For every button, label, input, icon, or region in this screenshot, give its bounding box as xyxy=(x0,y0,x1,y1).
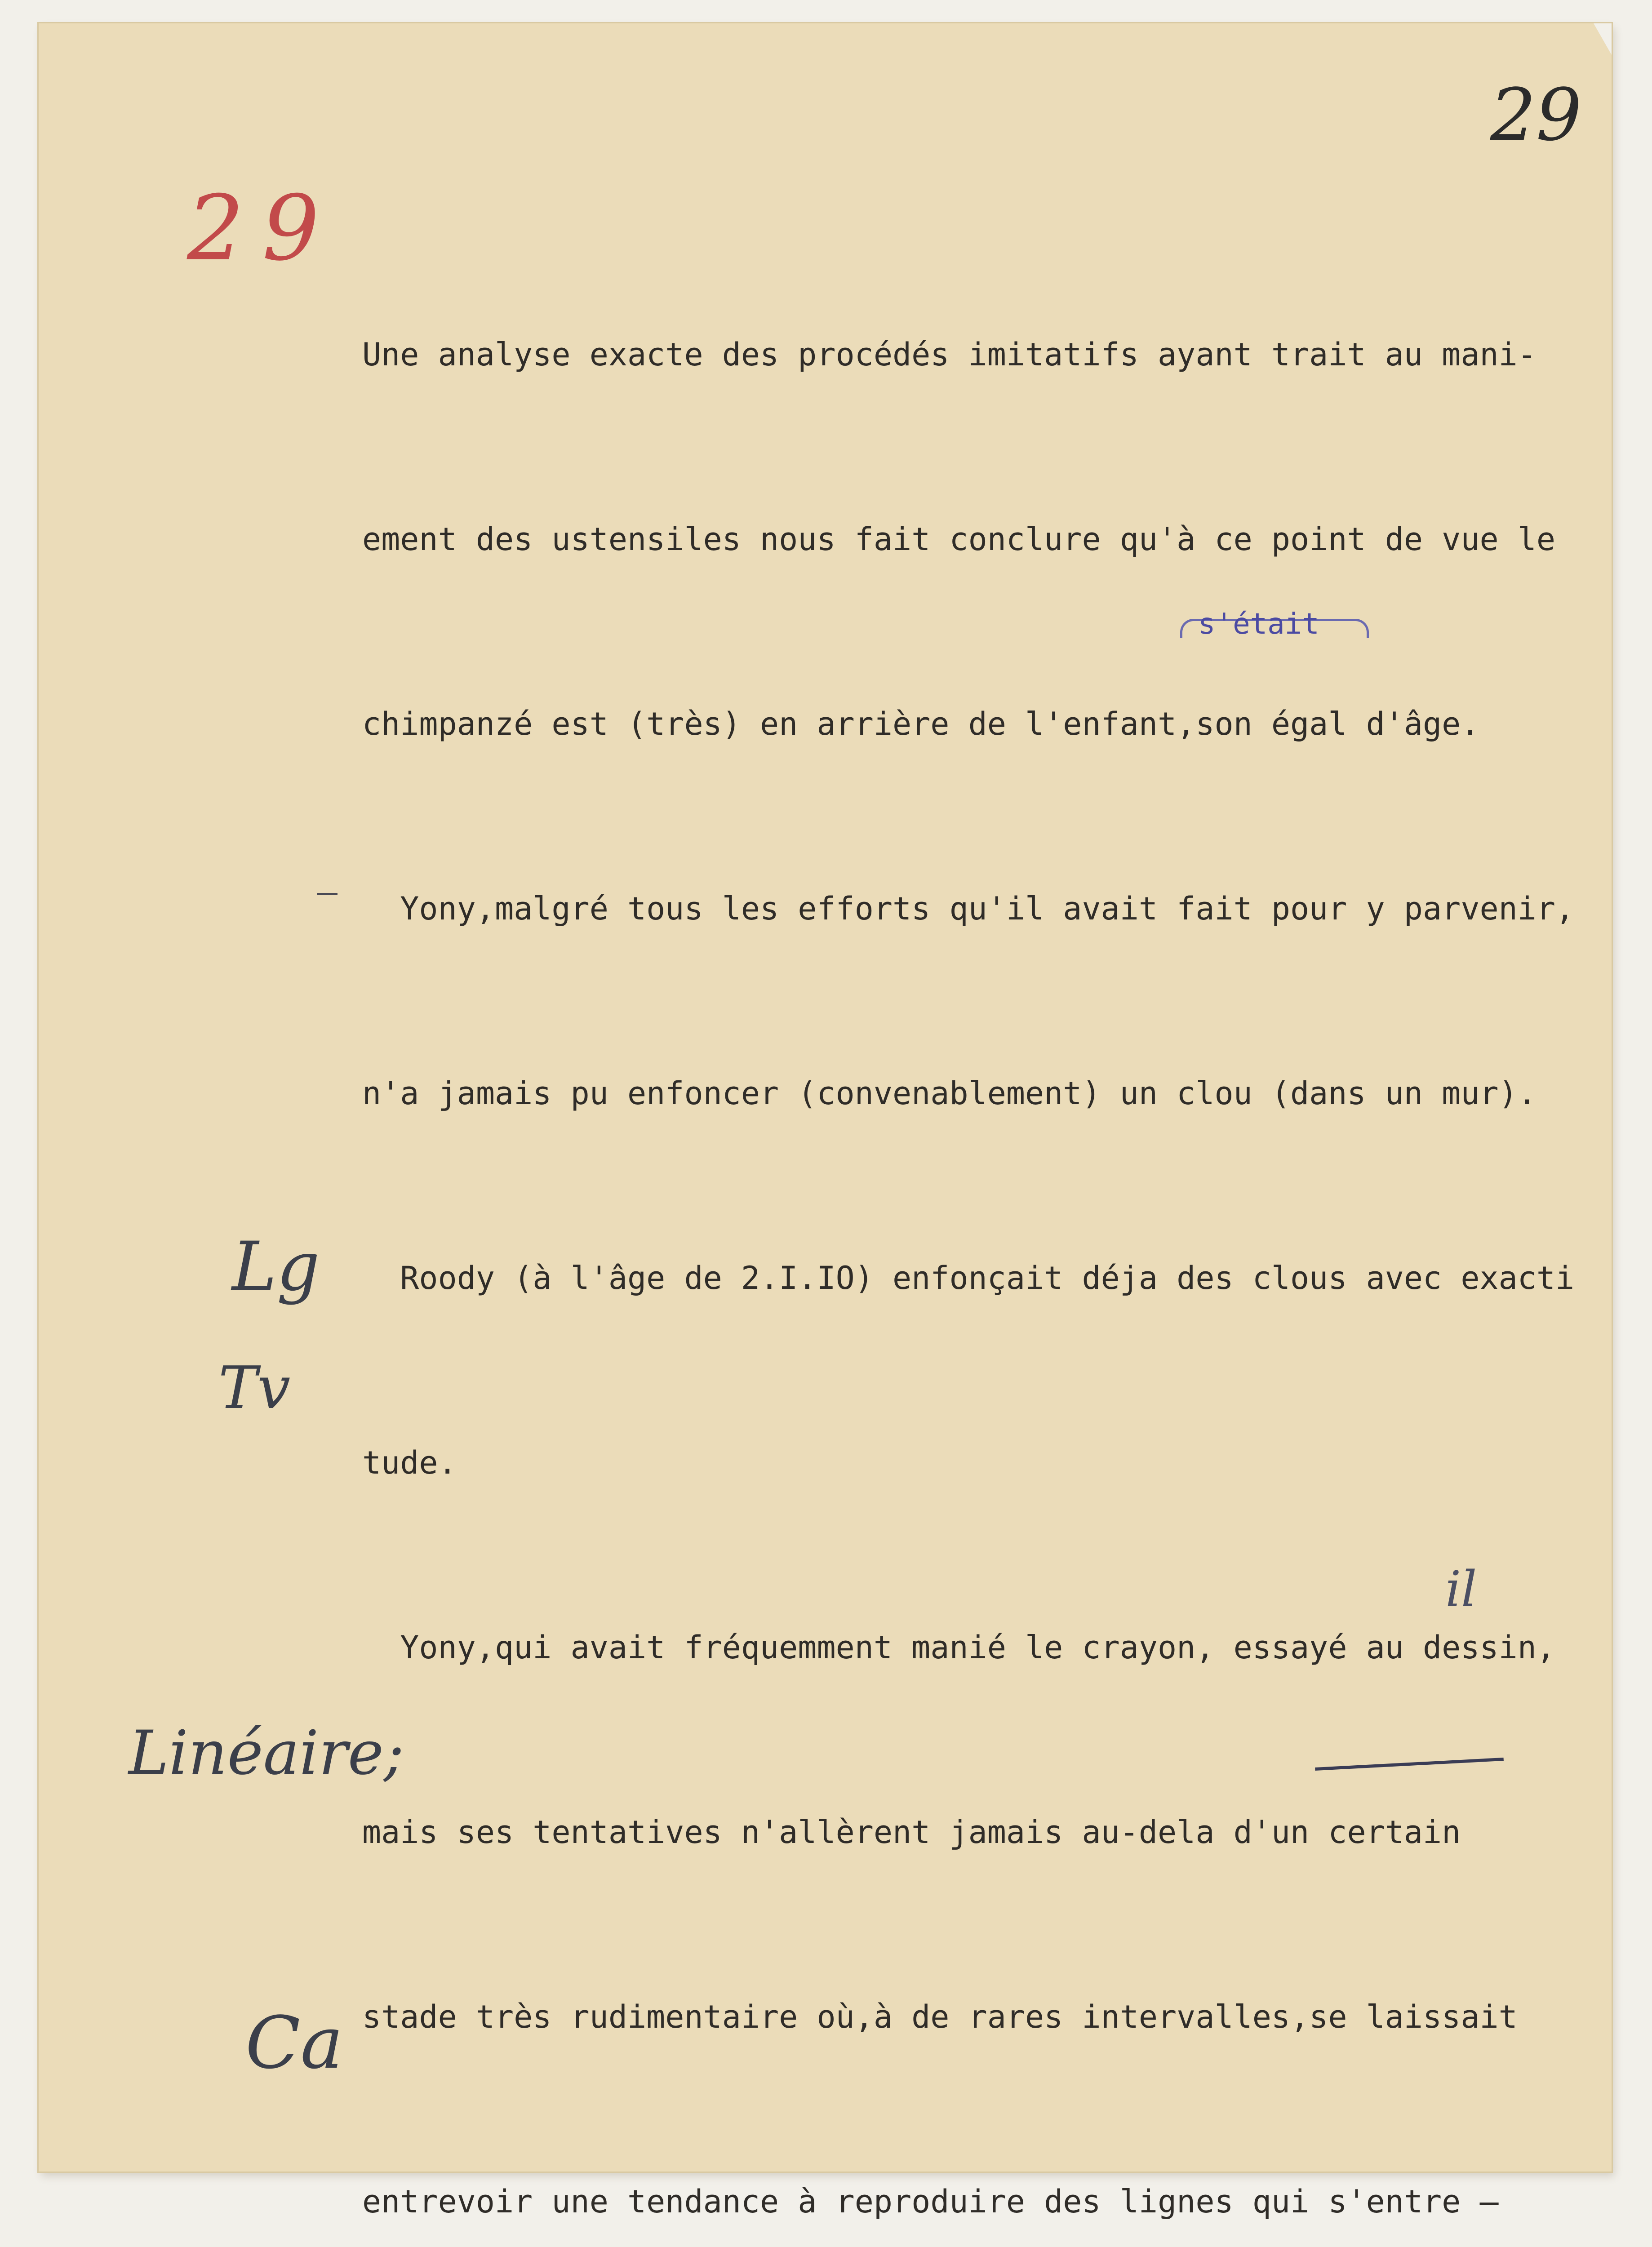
interlinear-il: il xyxy=(1445,1560,1477,1618)
text-line: entrevoir une tendance à reproduire des lignes qui s'entre – xyxy=(362,2183,1499,2220)
interlinear-correction: s'était xyxy=(1198,608,1319,641)
text-line: chimpanzé est (très) en arrière de l'enfant,son égal d'âge. xyxy=(362,706,1480,742)
text-line: Yony,malgré tous les efforts qu'il avait fait pour y parvenir, xyxy=(362,890,1575,927)
text-line: Une analyse exacte des procédés imitatifs ayant trait au mani- xyxy=(362,336,1537,373)
text-line: mais ses tentatives n'allèrent jamais au-dela d'un certain xyxy=(362,1814,1461,1851)
margin-note-lineaire: Linéaire; xyxy=(129,1718,404,1788)
text-line: ement des ustensiles nous fait conclure qu'à ce point de vue le xyxy=(362,521,1556,558)
margin-note-lg: Lg xyxy=(232,1228,320,1306)
margin-note-ca: Ca xyxy=(245,2001,343,2085)
text-line: n'a jamais pu enfoncer (convenablement) un clou (dans un mur). xyxy=(362,1075,1537,1112)
text-line: tude. xyxy=(362,1444,457,1481)
margin-note-tv: Tv xyxy=(218,1354,291,1422)
margin-hyphen-mark xyxy=(317,893,338,895)
text-line: Roody (à l'âge de 2.I.IO) enfonçait déja des clous avec exacti xyxy=(362,1260,1575,1297)
page-number-top: 29 xyxy=(1490,73,1582,157)
page-number-margin-red: 29 xyxy=(187,176,338,281)
page-corner xyxy=(1594,23,1612,55)
text-line: Yony,qui avait fréquemment manié le crayon, essayé au dessin, xyxy=(362,1629,1556,1666)
text-line: stade très rudimentaire où,à de rares intervalles,se laissait xyxy=(362,1998,1518,2035)
typewritten-text xyxy=(362,201,1652,2247)
manuscript-page xyxy=(39,23,1612,2220)
